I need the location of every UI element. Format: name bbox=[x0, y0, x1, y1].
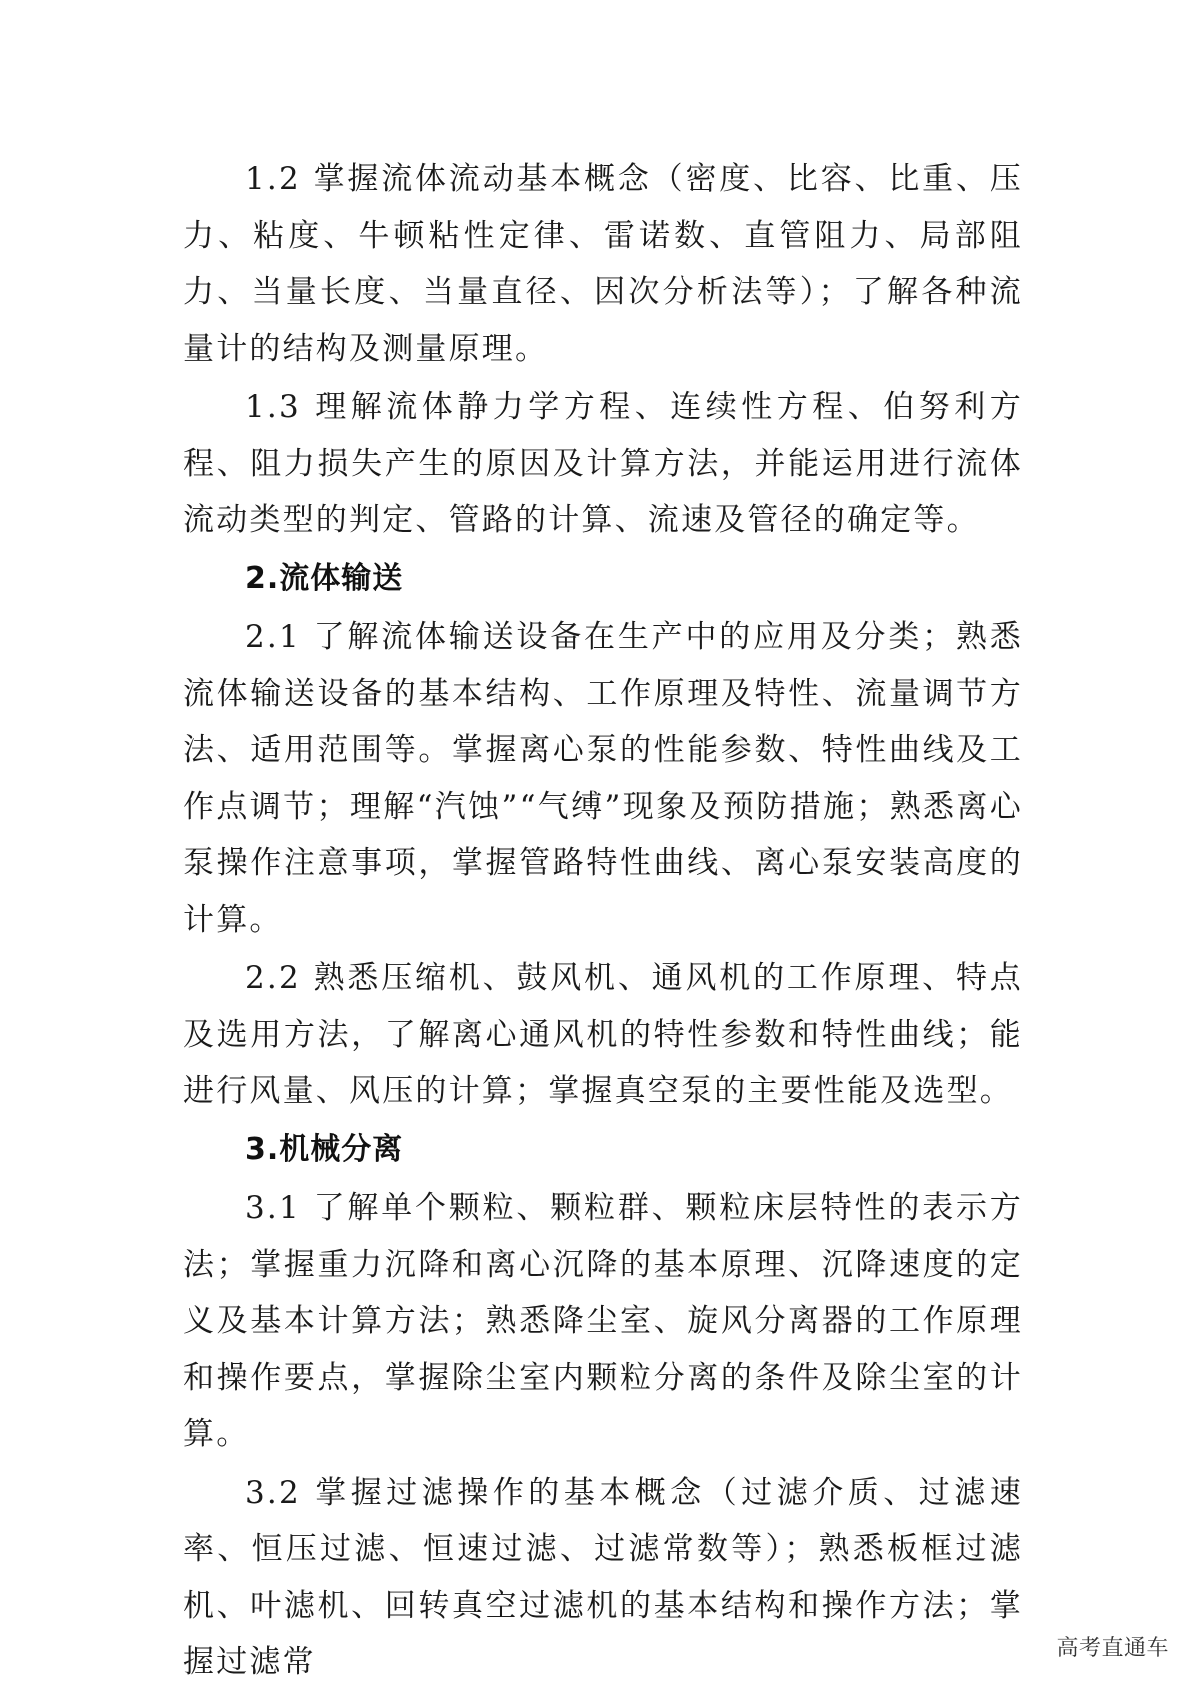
paragraph-2-1: 2.1 了解流体输送设备在生产中的应用及分类；熟悉流体输送设备的基本结构、工作原理及特性、流量调节方法、适用范围等。掌握离心泵的性能参数、特性曲线及工作点调节；理解“汽蚀”“气缚”现象及预防措施；熟悉离心泵操作注意事项，掌握管路特性曲线、离心泵安装高度的计算。 bbox=[183, 619, 1023, 938]
watermark-text: 高考直通车 bbox=[1056, 1636, 1169, 1661]
paragraph-2-2: 2.2 熟悉压缩机、鼓风机、通风机的工作原理、特点及选用方法，了解离心通风机的特性参数和特性曲线；能进行风量、风压的计算；掌握真空泵的主要性能及选型。 bbox=[183, 960, 1023, 1109]
section-heading-mechanical-separation: 3.机械分离 bbox=[245, 1131, 404, 1167]
paragraph-1-2: 1.2 掌握流体流动基本概念（密度、比容、比重、压力、粘度、牛顿粘性定律、雷诺数、直管阻力、局部阻力、当量长度、当量直径、因次分析法等）；了解各种流量计的结构及测量原理。 bbox=[183, 161, 1023, 367]
paragraph-1-3: 1.3 理解流体静力学方程、连续性方程、伯努利方程、阻力损失产生的原因及计算方法，并能运用进行流体流动类型的判定、管路的计算、流速及管径的确定等。 bbox=[183, 389, 1023, 538]
paragraph-3-2: 3.2 掌握过滤操作的基本概念（过滤介质、过滤速率、恒压过滤、恒速过滤、过滤常数等）；熟悉板框过滤机、叶滤机、回转真空过滤机的基本结构和操作方法；掌握过滤常 bbox=[183, 1474, 1023, 1680]
paragraph-3-1: 3.1 了解单个颗粒、颗粒群、颗粒床层特性的表示方法；掌握重力沉降和离心沉降的基本原理、沉降速度的定义及基本计算方法；熟悉降尘室、旋风分离器的工作原理和操作要点，掌握除尘室内颗粒分离的条件及除尘室的计算。 bbox=[183, 1190, 1023, 1452]
section-heading-fluid-transport: 2.流体输送 bbox=[245, 560, 404, 596]
document-body bbox=[183, 151, 1023, 1693]
